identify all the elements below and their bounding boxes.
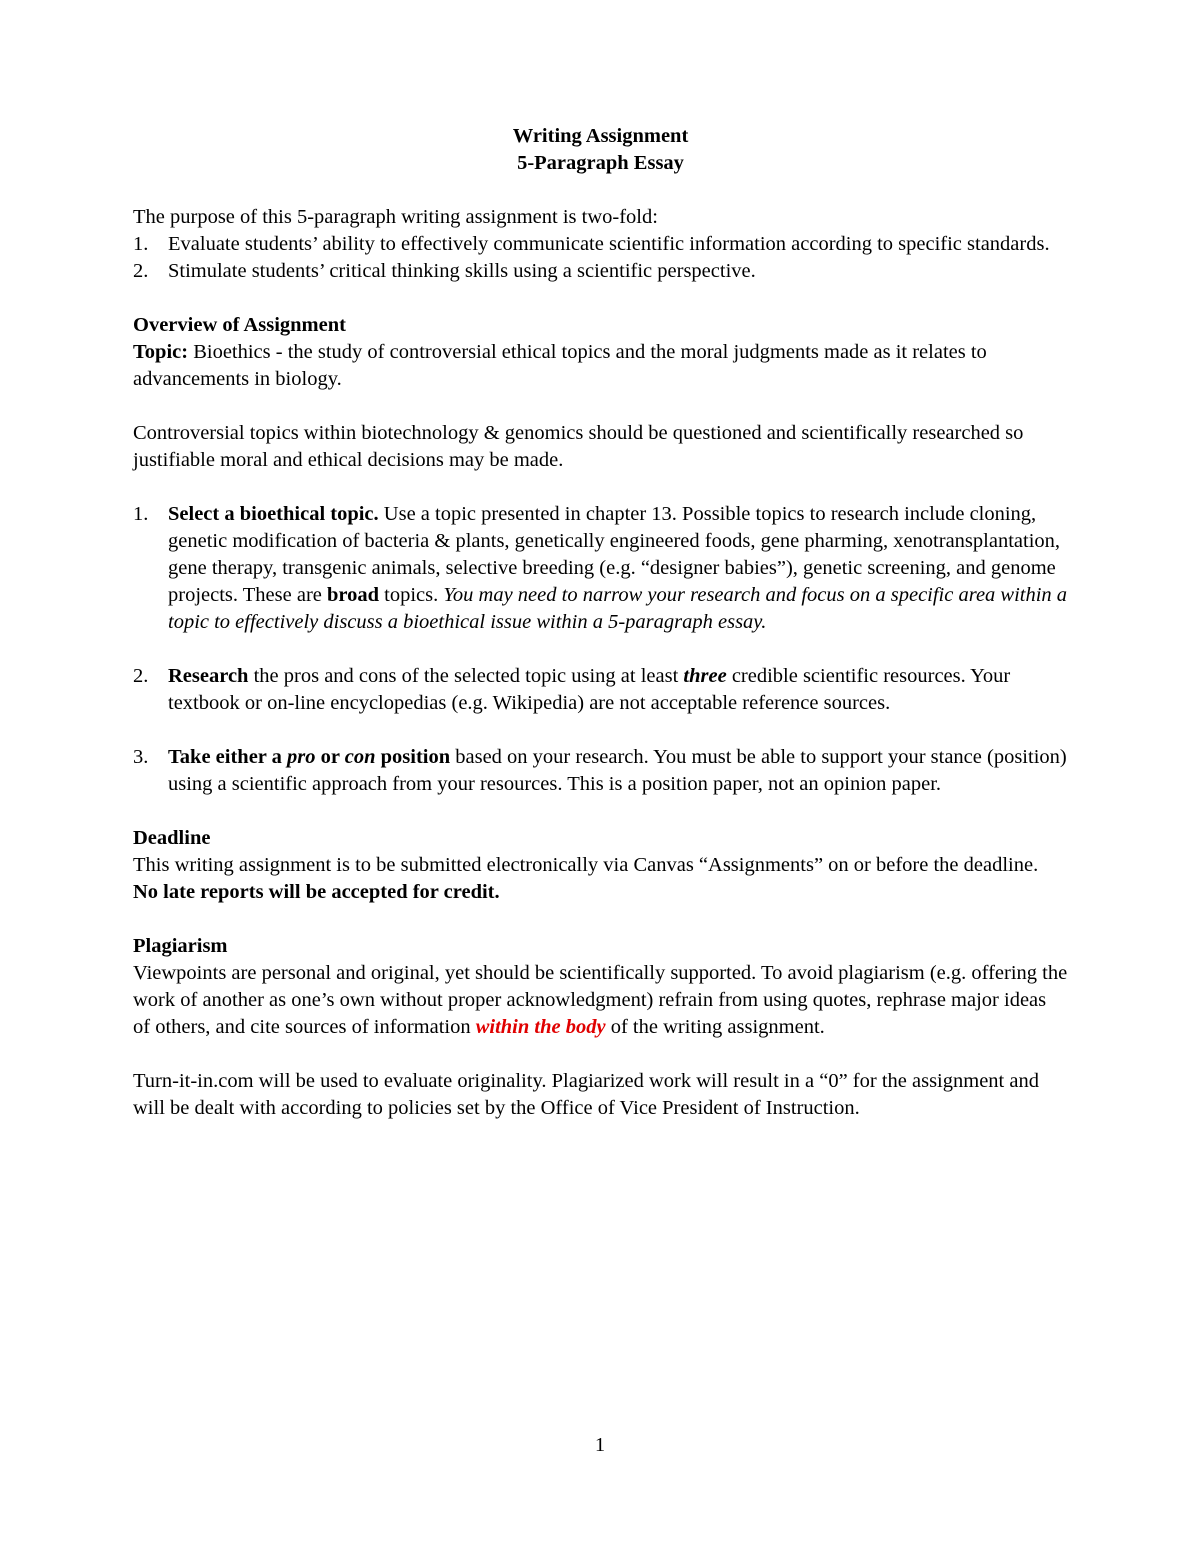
step-bold: or	[315, 746, 345, 768]
step-bold-italic-con: con	[344, 746, 376, 768]
deadline-paragraph	[133, 852, 1068, 906]
step-bold: Research	[168, 665, 249, 687]
step-italic-note: You may need to narrow your research and focus on a specific area within a topic to effectively discuss a bioethical issue within a 5-paragraph essay.	[168, 584, 1068, 633]
document-body	[133, 123, 1068, 1122]
step-bold: Take either a	[168, 746, 288, 768]
step-text: based on your research. You must be able to support your stance (position) using a scientific approach from your resources. This is a position paper, not an opinion paper.	[168, 746, 1067, 795]
plagiarism-text: Viewpoints are personal and original, yet should be scientifically supported. To avoid plagiarism (e.g. offering the work of another as one’s own without proper acknowledgment) refrain from using quotes, rephrase major ideas of others, and cite sources of information	[133, 962, 1068, 1038]
step-number: 1.	[133, 503, 149, 525]
purpose-item-number: 2.	[133, 260, 149, 282]
deadline-heading: Deadline	[133, 827, 211, 849]
purpose-item	[133, 258, 1068, 285]
topic-text: Bioethics - the study of controversial ethical topics and the moral judgments made as it relates to advancements in biology.	[133, 341, 987, 390]
deadline-text: This writing assignment is to be submitted electronically via Canvas “Assignments” on or before the deadline.	[133, 854, 1039, 876]
step-item-position	[133, 744, 1068, 798]
step-number: 2.	[133, 665, 149, 687]
document-subtitle: 5-Paragraph Essay	[517, 152, 684, 174]
topic-paragraph	[133, 339, 1068, 393]
step-text: topics.	[379, 584, 444, 606]
plagiarism-accent: within the body	[475, 1016, 606, 1038]
plagiarism-heading: Plagiarism	[133, 935, 228, 957]
step-text: credible scientific resources. Your textbook or on-line encyclopedias (e.g. Wikipedia) are not acceptable reference sources.	[168, 665, 1011, 714]
step-bold-broad: broad	[327, 584, 380, 606]
page-number: 1	[594, 1434, 606, 1456]
document-title: Writing Assignment	[512, 125, 689, 147]
step-bold-italic-three: three	[683, 665, 727, 687]
step-item-research	[133, 663, 1068, 717]
step-number: 3.	[133, 746, 149, 768]
step-item-select-topic	[133, 501, 1068, 636]
step-text: Use a topic presented in chapter 13. Possible topics to research include cloning, genetic modification of bacteria & plants, genetically engineered foods, gene pharming, xenotransplantation, gene therapy, transgenic animals, selective breeding (e.g. “designer babies”), genetic screening, and genome projects. These are	[168, 503, 1061, 606]
purpose-intro: The purpose of this 5-paragraph writing assignment is two-fold:	[133, 206, 658, 228]
plagiarism-paragraph	[133, 960, 1068, 1041]
topic-label: Topic:	[133, 341, 189, 363]
controversial-paragraph: Controversial topics within biotechnology & genomics should be questioned and scientifically researched so justifiable moral and ethical decisions may be made.	[133, 422, 1024, 471]
step-text: the pros and cons of the selected topic using at least	[248, 665, 684, 687]
steps-list	[133, 501, 1068, 798]
step-bold-italic-pro: pro	[287, 746, 316, 768]
plagiarism-text: of the writing assignment.	[605, 1016, 825, 1038]
purpose-item	[133, 231, 1068, 258]
overview-heading: Overview of Assignment	[133, 314, 346, 336]
step-bold: position	[375, 746, 451, 768]
step-bold: Select a bioethical topic.	[168, 503, 379, 525]
purpose-list	[133, 231, 1068, 285]
purpose-item-text: Evaluate students’ ability to effectively communicate scientific information according to specific standards.	[168, 233, 1050, 255]
purpose-item-text: Stimulate students’ critical thinking skills using a scientific perspective.	[168, 260, 756, 282]
deadline-bold: No late reports will be accepted for credit.	[133, 881, 500, 903]
turnitin-paragraph: Turn-it-in.com will be used to evaluate originality. Plagiarized work will result in a “0” for the assignment and will be dealt with according to policies set by the Office of Vice President of Instruction.	[133, 1070, 1039, 1119]
purpose-item-number: 1.	[133, 233, 149, 255]
